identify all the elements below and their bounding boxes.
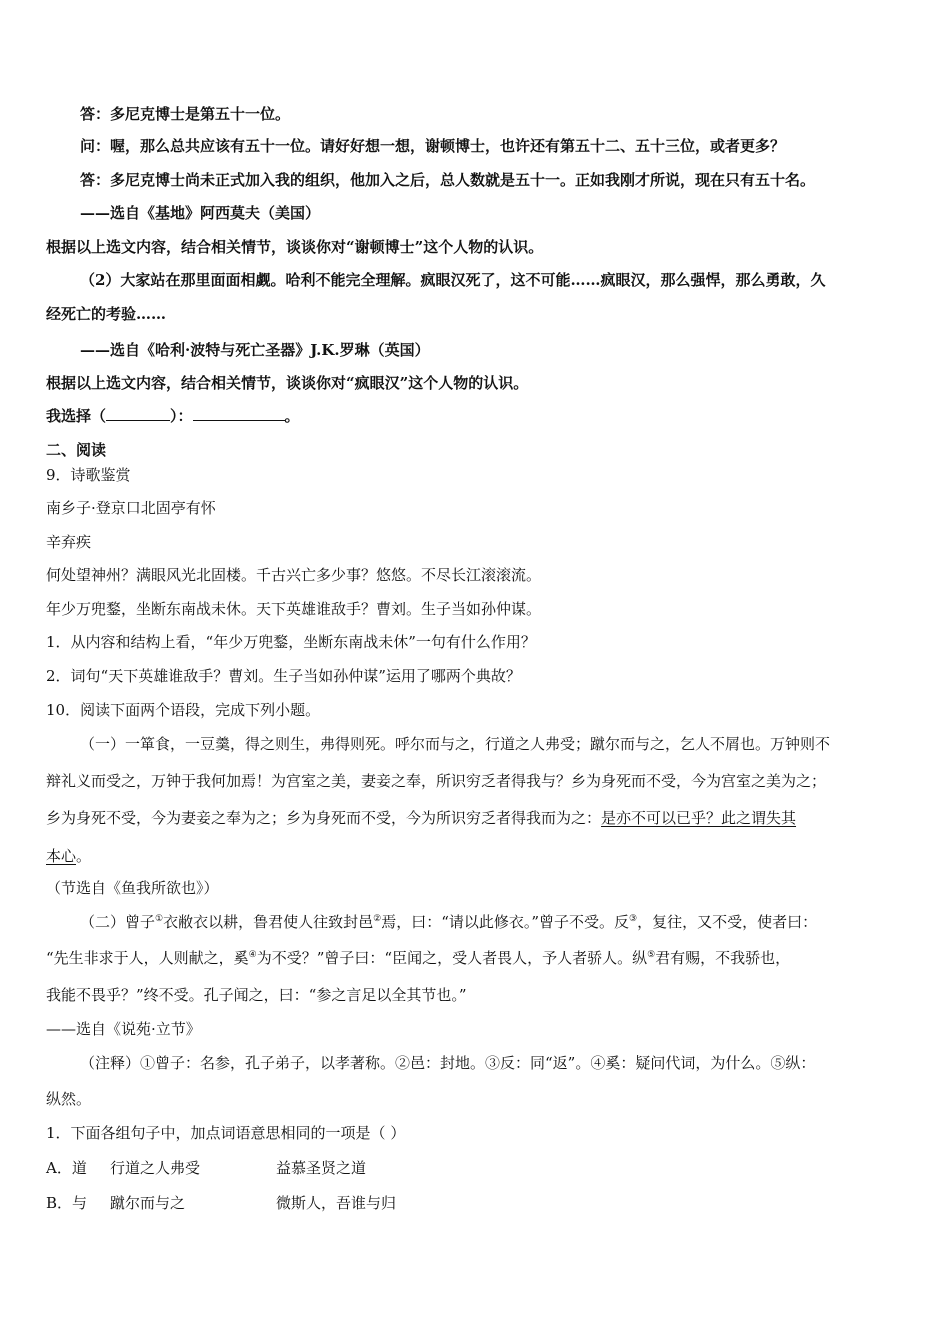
source-citation-1: ——选自《基地》阿西莫夫（美国） xyxy=(80,204,321,222)
passage-a-line-1: （一）一箪食，一豆羹，得之则生，弗得则死。呼尔而与之，行道之人弗受；蹴尔而与之，乞人不屑也。万钟则不 xyxy=(80,735,831,753)
option-a-label: A．道 xyxy=(46,1159,87,1177)
passage-a-line-2: 辩礼义而受之，万钟于我何加焉！为宫室之美，妻妾之奉，所识穷乏者得我与？乡为身死而不受，今为宫室之美为之； xyxy=(46,772,827,790)
poem-line-2: 年少万兜鍪，坐断东南战未休。天下英雄谁敌手？曹刘。生子当如孙仲谋。 xyxy=(46,600,542,618)
question-9-heading: 9．诗歌鉴赏 xyxy=(46,466,131,484)
footnote-marker-3: ③ xyxy=(629,914,638,924)
answer-blank[interactable] xyxy=(193,406,285,421)
passage-b-line-1 xyxy=(80,912,817,932)
passage-b-text-2c: 君有赐，不我骄也， xyxy=(655,949,791,967)
question-line-2: 问：喔，那么总共应该有五十一位。请好好想一想，谢顿博士，也许还有第五十二、五十三位，或者更多？ xyxy=(80,137,786,155)
footnote-marker-2: ② xyxy=(373,914,382,924)
footnote-marker-5: ⑤ xyxy=(647,950,656,960)
poem-line-1: 何处望神州？满眼风光北固楼。千古兴亡多少事？悠悠。不尽长江滚滚流。 xyxy=(46,566,542,584)
passage-a-line-3 xyxy=(46,808,796,828)
passage-b-line-2 xyxy=(46,948,790,968)
passage-b-text-1d: ，复往，又不受，使者曰： xyxy=(637,913,818,931)
passage-b-text-2b: 为不受？”曾子曰：“臣闻之，受人者畏人，予人者骄人。纵 xyxy=(256,949,648,967)
notes-line-2: 纵然。 xyxy=(46,1090,92,1108)
choice-end: 。 xyxy=(284,407,300,425)
passage-b-source: ——选自《说苑·立节》 xyxy=(46,1020,201,1038)
passage-b-line-3: 我能不畏乎？”终不受。孔子闻之，曰：“参之言足以全其节也。” xyxy=(46,986,467,1004)
option-b-sentence-2: 微斯人，吾谁与归 xyxy=(276,1194,397,1212)
task-prompt-2: 根据以上选文内容，结合相关情节，谈谈你对“疯眼汉”这个人物的认识。 xyxy=(46,374,529,392)
question-9-2: 2．词句“天下英雄谁敌手？曹刘。生子当如孙仲谋”运用了哪两个典故？ xyxy=(46,667,521,685)
passage-b-text-1c: 焉，曰：“请以此修衣。”曾子不受。反 xyxy=(381,913,630,931)
choice-separator: ）： xyxy=(170,407,193,425)
source-citation-2: ——选自《哈利·波特与死亡圣器》J.K.罗琳（英国） xyxy=(80,341,430,359)
passage-2-line-2: 经死亡的考验…… xyxy=(46,305,167,323)
answer-line-2: 答：多尼克博士尚未正式加入我的组织，他加入之后，总人数就是五十一。正如我刚才所说，现在只有五十名。 xyxy=(80,171,816,189)
poem-author: 辛弃疾 xyxy=(46,533,92,551)
question-10-1: 1．下面各组句子中，加点词语意思相同的一项是（ ） xyxy=(46,1124,406,1142)
question-9-1: 1．从内容和结构上看，“年少万兜鍪，坐断东南战未休”一句有什么作用？ xyxy=(46,633,536,651)
section-heading-reading: 二、阅读 xyxy=(46,441,107,459)
underlined-sentence-end: 本心 xyxy=(46,847,77,865)
question-10-heading: 10．阅读下面两个语段，完成下列小题。 xyxy=(46,701,321,719)
passage-b-text-1b: 衣敝衣以耕，鲁君使人往致封邑 xyxy=(163,913,374,931)
poem-title: 南乡子·登京口北固亭有怀 xyxy=(46,499,216,517)
footnote-marker-4: ④ xyxy=(248,950,257,960)
underlined-sentence: 是亦不可以已乎？此之谓失其 xyxy=(601,809,797,827)
answer-line-1: 答：多尼克博士是第五十一位。 xyxy=(80,105,291,123)
passage-b-text-2a: “先生非求于人，人则献之，奚 xyxy=(46,949,249,967)
footnote-marker-1: ① xyxy=(155,914,164,924)
choice-label: 我选择（ xyxy=(46,407,107,425)
passage-2-line-1: （2）大家站在那里面面相觑。哈利不能完全理解。疯眼汉死了，这不可能……疯眼汉，那么强悍，那么勇敢，久 xyxy=(80,271,826,289)
passage-b-text-1a: （二）曾子 xyxy=(80,913,156,931)
option-a-sentence-1: 行道之人弗受 xyxy=(110,1159,201,1177)
notes-line-1: （注释）①曾子：名参，孔子弟子，以孝著称。②邑：封地。③反：同“返”。④奚：疑问代词，为什么。⑤纵： xyxy=(80,1054,816,1072)
passage-a-source: （节选自《鱼我所欲也》） xyxy=(46,879,219,897)
passage-a-line-4-end: 。 xyxy=(76,847,92,865)
passage-a-line-3-text: 乡为身死不受，今为妻妾之奉为之；乡为身死而不受，今为所识穷乏者得我而为之： xyxy=(46,809,602,827)
choice-line xyxy=(46,406,300,426)
option-b-sentence-1: 蹴尔而与之 xyxy=(110,1194,186,1212)
passage-a-line-4 xyxy=(46,846,91,866)
task-prompt-1: 根据以上选文内容，结合相关情节，谈谈你对“谢顿博士”这个人物的认识。 xyxy=(46,238,544,256)
option-a-sentence-2: 益慕圣贤之道 xyxy=(276,1159,367,1177)
choice-blank[interactable] xyxy=(106,406,170,421)
option-b-label: B．与 xyxy=(46,1194,88,1212)
